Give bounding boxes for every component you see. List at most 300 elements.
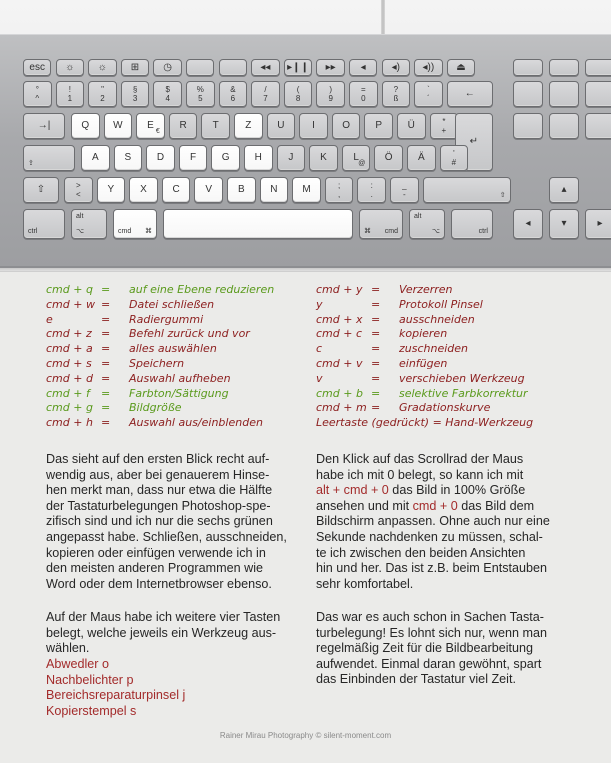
key-legend: _ [402, 181, 407, 190]
ctrl-left-key [23, 209, 65, 239]
shortcut-keys: cmd + w [46, 297, 95, 311]
text-line: Kopierstempel s [46, 703, 137, 718]
keyboard-body [0, 34, 611, 268]
fn-key [121, 59, 149, 76]
key-legend: K [320, 152, 327, 163]
key-legend: cmd [118, 228, 132, 235]
key-legend: ▾ [561, 218, 567, 229]
keyboard-shadow [0, 268, 611, 272]
text-line: wählen. [46, 641, 90, 656]
shortcut-equals: = [101, 386, 111, 400]
letter-key [211, 145, 240, 171]
shortcut-keys: cmd + a [46, 342, 93, 356]
shortcut-description: Gradationskurve [399, 401, 491, 415]
left-paragraph-2 [46, 610, 306, 657]
caps-lock-key [23, 145, 75, 171]
fn-key [349, 59, 377, 76]
shortcut-highlight: cmd + 0 [412, 498, 458, 513]
letter-key [260, 177, 289, 203]
text-line: sehr komfortabel. [316, 576, 414, 591]
shortcut-keys: cmd + y [316, 283, 363, 296]
fn-key [219, 59, 247, 76]
right-line-4-b: das Bild dem [457, 498, 535, 513]
key-legend: Q [81, 120, 90, 131]
shortcut-equals: = [371, 356, 381, 370]
fn-key [186, 59, 214, 76]
nav-key [513, 81, 543, 107]
shortcut-row [316, 372, 606, 387]
shortcut-description: verschieben Werkzeug [399, 371, 525, 385]
number-key [414, 81, 443, 107]
right-line-4 [316, 499, 576, 515]
key-legend: ▸❙❙ [287, 61, 309, 73]
key-legend: ◂ [360, 61, 366, 73]
shortcut-keys: cmd + m [316, 401, 367, 415]
key-legend: + [441, 126, 447, 135]
fn-key [56, 59, 84, 76]
key-legend: L [353, 152, 359, 163]
shortcut-equals: = [371, 386, 381, 400]
shortcut-keys: y [316, 297, 323, 311]
key-legend: Z [245, 120, 252, 131]
key-legend: V [205, 184, 213, 195]
letter-key [227, 177, 256, 203]
letter-key [104, 113, 133, 139]
letter-key [364, 113, 393, 139]
key-legend: Ö [384, 152, 393, 163]
key-legend: ↵ [469, 136, 478, 147]
key-legend: : [370, 181, 373, 190]
shortcut-list-right [316, 283, 606, 431]
nav-key [549, 81, 579, 107]
text-line: te ich zwischen den beiden Ansichten [316, 545, 526, 560]
key-legend: ← [464, 88, 475, 99]
fn-key [549, 59, 579, 76]
alt-left-key [71, 209, 107, 239]
keyboard-cable [381, 0, 385, 38]
key-legend: F [190, 152, 197, 163]
shortcut-keys: cmd + q [46, 283, 93, 296]
key-legend: E [147, 120, 154, 131]
letter-key [179, 145, 208, 171]
space-key [163, 209, 353, 239]
key-legend: Ä [417, 152, 425, 163]
shortcut-equals: = [371, 401, 381, 415]
text-line: Bereichsreparaturpinsel j [46, 688, 186, 703]
shortcut-keys: cmd + s [46, 356, 92, 370]
right-line-3 [316, 483, 576, 499]
text-line: angepasst habe. Schließen, ausschneiden, [46, 529, 287, 544]
right-paragraph-1 [316, 452, 576, 592]
fn-key [316, 59, 344, 76]
shortcut-keys: cmd + g [46, 401, 93, 415]
text-line: das Einbinden der Tastatur viel Zeit. [316, 672, 516, 687]
key-legend: A [91, 152, 99, 163]
letter-key [267, 113, 296, 139]
key-legend: ◂) [391, 61, 400, 73]
shortcut-description: Befehl zurück und vor [129, 327, 250, 341]
shortcut-row [46, 372, 296, 387]
key-legend: ◂)) [422, 61, 435, 73]
shortcut-row [46, 387, 296, 402]
number-key [88, 81, 117, 107]
shortcut-description: Protokoll Pinsel [399, 297, 483, 311]
cmd-left-key [113, 209, 157, 239]
shortcut-equals: = [101, 356, 111, 370]
shortcut-row [316, 298, 606, 313]
key-legend: ⏏ [456, 61, 466, 73]
key-legend: esc [29, 61, 45, 73]
arrow-down-key [549, 209, 579, 239]
key-legend: ? [393, 85, 399, 94]
key-legend: ° [35, 85, 39, 94]
letter-key [81, 145, 110, 171]
key-legend: % [196, 85, 204, 94]
tab-key [23, 113, 65, 139]
number-key [186, 81, 215, 107]
text-line: Nachbelichter p [46, 672, 134, 687]
key-legend: D [156, 152, 165, 163]
key-legend: ⇪ [28, 160, 34, 167]
letter-key [430, 113, 459, 139]
nav-key [585, 81, 611, 107]
shortcut-equals: = [371, 371, 381, 385]
key-legend: X [140, 184, 147, 195]
key-legend: ⌘ [364, 228, 371, 235]
shortcut-row [46, 327, 296, 342]
shortcut-description: Radiergummi [129, 312, 204, 326]
key-legend: ▸▸ [325, 61, 336, 73]
letter-key [325, 177, 354, 203]
letter-key [357, 177, 386, 203]
right-line-1: Den Klick auf das Scrollrad der Maus [316, 452, 524, 466]
shortcut-description: Bildgröße [129, 401, 182, 415]
key-legend: ◂◂ [260, 61, 271, 73]
text-line: Das war es auch schon in Sachen Tasta- [316, 610, 544, 624]
letter-key [440, 145, 469, 171]
shortcut-row [46, 416, 296, 431]
fn-key [447, 59, 475, 76]
key-legend: J [288, 152, 294, 163]
number-key [219, 81, 248, 107]
right-paragraph-2 [316, 610, 576, 688]
shortcut-equals: = [101, 401, 111, 415]
key-legend: alt [414, 213, 422, 220]
key-legend: U [277, 120, 285, 131]
number-key [349, 81, 378, 107]
text-line: Word oder dem Internetbrowser ebenso. [46, 576, 272, 591]
fn-key [23, 59, 51, 76]
shortcut-equals: = [101, 416, 111, 430]
key-legend: 3 [132, 94, 138, 103]
key-legend: < [75, 190, 81, 199]
text-line: der Tastaturbelegungen Photoshop-spe- [46, 498, 271, 513]
key-legend: N [270, 184, 278, 195]
key-legend: M [302, 184, 311, 195]
letter-key [407, 145, 436, 171]
key-legend: 6 [230, 94, 236, 103]
key-legend: H [254, 152, 262, 163]
key-legend: ) [329, 85, 333, 94]
nav-key [513, 113, 543, 139]
shortcut-spacebar: Leertaste (gedrückt) = Hand-Werkzeug [316, 416, 534, 430]
number-key [23, 81, 52, 107]
arrow-up-key [549, 177, 579, 203]
key-legend: Y [107, 184, 115, 195]
letter-key [201, 113, 230, 139]
shortcut-keys: c [316, 342, 323, 356]
ctrl-right-key [451, 209, 493, 239]
backspace-key [447, 81, 493, 107]
key-legend: R [179, 120, 187, 131]
shortcut-keys: e [46, 312, 53, 326]
letter-key [97, 177, 126, 203]
key-legend: 9 [328, 94, 333, 103]
key-legend: O [342, 120, 350, 131]
key-legend: 2 [100, 94, 105, 103]
number-key [121, 81, 150, 107]
key-legend: ⌥ [431, 228, 440, 235]
right-line-3-text: das Bild in 100% Größe [388, 483, 526, 498]
key-legend: / [264, 85, 267, 94]
shortcut-description: Verzerren [399, 283, 453, 296]
key-legend: ⊞ [130, 61, 140, 73]
shortcut-highlight: alt + cmd + 0 [316, 483, 389, 498]
letter-key [234, 113, 263, 139]
shortcut-row [316, 357, 606, 372]
keyboard-photo [0, 0, 611, 272]
key-legend: B [237, 184, 245, 195]
shortcut-equals: = [101, 342, 111, 356]
letter-key [194, 177, 223, 203]
key-legend: ´ [427, 94, 430, 103]
shortcut-description: einfügen [399, 356, 448, 370]
key-legend: C [172, 184, 180, 195]
key-legend: ▸ [597, 218, 603, 229]
text-line: Abwedler o [46, 657, 110, 671]
number-key [56, 81, 85, 107]
shortcut-description: Farbton/Sättigung [129, 386, 229, 400]
key-legend: P [375, 120, 383, 131]
key-legend: ctrl [478, 228, 488, 235]
shortcut-keys: cmd + x [316, 312, 363, 326]
shortcut-description: Datei schließen [129, 297, 215, 311]
shortcut-keys: v [316, 371, 323, 385]
key-legend: @ [358, 160, 366, 167]
arrow-left-key [513, 209, 543, 239]
shortcut-row [316, 342, 606, 357]
shortcut-row [46, 313, 296, 328]
shortcut-keys: cmd + f [46, 386, 90, 400]
key-legend: > [75, 181, 81, 190]
key-legend: W [113, 120, 123, 131]
shortcut-row [316, 387, 606, 402]
key-legend: ▴ [561, 184, 567, 195]
shortcut-equals: = [371, 283, 381, 296]
text-line: hen merkt man, dass nur etwa die Hälfte [46, 483, 273, 498]
shortcut-description: ausschneiden [399, 312, 475, 326]
nav-key [585, 113, 611, 139]
key-legend: € [155, 128, 160, 135]
text-line: belegt, welche jeweils ein Werkzeug aus- [46, 625, 277, 640]
number-key [316, 81, 345, 107]
letter-key [397, 113, 426, 139]
shortcut-equals: = [101, 312, 111, 326]
shortcut-row [316, 283, 606, 298]
shortcut-keys: cmd + z [46, 327, 92, 341]
shift-right-key [423, 177, 511, 203]
key-legend: alt [76, 213, 84, 220]
key-legend: →| [37, 120, 51, 131]
shortcut-equals: = [101, 297, 111, 311]
shortcut-equals: = [371, 312, 381, 326]
fn-key [382, 59, 410, 76]
key-legend: S [124, 152, 132, 163]
shortcut-description: alles auswählen [129, 342, 217, 356]
fn-key [153, 59, 181, 76]
letter-key [374, 145, 403, 171]
key-legend: ' [453, 149, 455, 158]
fn-key [251, 59, 279, 76]
letter-key [136, 113, 165, 139]
right-paragraph-1-rest [316, 514, 576, 592]
key-legend: ß [393, 94, 399, 103]
key-legend: ☼ [65, 61, 75, 73]
letter-key [244, 145, 273, 171]
key-legend: $ [165, 85, 170, 94]
key-legend: T [212, 120, 219, 131]
shortcut-description: Auswahl aufheben [129, 371, 231, 385]
key-legend: & [230, 85, 236, 94]
key-legend: ! [68, 85, 71, 94]
mouse-tool-list [46, 657, 306, 719]
key-legend: , [337, 190, 341, 199]
fn-key [88, 59, 116, 76]
shortcut-description: auf eine Ebene reduzieren [129, 283, 275, 296]
right-line-4-a: ansehen und mit [316, 498, 413, 513]
key-legend: ⌥ [76, 228, 85, 235]
key-legend: Ü [407, 120, 415, 131]
key-legend: ◂ [525, 218, 531, 229]
shortcut-keys: cmd + v [316, 356, 363, 370]
key-legend: " [101, 85, 104, 94]
number-key [382, 81, 411, 107]
shortcut-row [316, 401, 606, 416]
key-legend: ctrl [28, 228, 38, 235]
shortcut-keys: cmd + c [316, 327, 363, 341]
right-line-2: habe ich mit 0 belegt, so kann ich mit [316, 467, 524, 482]
shortcut-row [46, 283, 296, 298]
shortcut-row [46, 342, 296, 357]
key-legend: 8 [295, 94, 301, 103]
cmd-right-key [359, 209, 403, 239]
fn-key [284, 59, 312, 76]
letter-key [299, 113, 328, 139]
letter-key [292, 177, 321, 203]
fn-key [414, 59, 442, 76]
shortcut-description: zuschneiden [399, 342, 469, 356]
letter-key [390, 177, 419, 203]
key-legend: ; [337, 181, 341, 190]
key-legend: - [402, 190, 406, 199]
shortcut-description: Auswahl aus/einblenden [129, 416, 263, 430]
shortcut-equals: = [371, 327, 381, 341]
letter-key [129, 177, 158, 203]
footer-credit: Rainer Mirau Photography © silent-moment.com [219, 731, 392, 740]
key-legend: * [442, 117, 446, 126]
shortcut-keys: cmd + d [46, 371, 93, 385]
shortcut-equals: = [371, 297, 381, 311]
shift-left-key [23, 177, 59, 203]
number-key [284, 81, 313, 107]
text-line: zifisch sind und ich nur die sechs grünen [46, 514, 273, 529]
letter-key [114, 145, 143, 171]
shortcut-list-left [46, 283, 296, 431]
text-line: aufwendet. Einmal daran gewöhnt, spart [316, 656, 542, 671]
key-legend: 4 [165, 94, 170, 103]
fn-key [585, 59, 611, 76]
key-legend: ^ [35, 94, 40, 103]
letter-key [332, 113, 361, 139]
letter-key [146, 145, 175, 171]
key-legend: = [360, 85, 366, 94]
shortcut-row [46, 401, 296, 416]
shortcut-keys: cmd + h [46, 416, 93, 430]
key-legend: § [132, 85, 138, 94]
key-legend: ◷ [163, 61, 172, 73]
shortcut-description: kopieren [399, 327, 448, 341]
text-line: wendig aus, aber bei genauerem Hinse- [46, 467, 270, 482]
shortcut-description: Speichern [129, 356, 185, 370]
key-legend: 0 [361, 94, 366, 103]
key-legend: 5 [198, 94, 203, 103]
text-line: turbelegung! Es lohnt sich nur, wenn man [316, 625, 548, 640]
shortcut-equals: = [371, 342, 381, 356]
key-legend: ⇧ [499, 192, 506, 199]
letter-key [309, 145, 338, 171]
number-key [153, 81, 182, 107]
text-line: hin und her. Das ist z.B. beim Entstauben [316, 561, 548, 576]
letter-key [342, 145, 371, 171]
text-line: regelmäßig Zeit für die Bildbearbeitung [316, 641, 534, 656]
key-legend: ⇧ [36, 184, 46, 195]
key-legend: 1 [67, 94, 73, 103]
text-line: Auf der Maus habe ich weitere vier Tasten [46, 610, 281, 624]
text-line: den meisten anderen Programmen wie [46, 561, 264, 576]
text-line: Das sieht auf den ersten Blick recht auf- [46, 452, 270, 466]
shortcut-keys: cmd + b [316, 386, 363, 400]
key-legend: ( [296, 85, 300, 94]
letter-key [71, 113, 100, 139]
letter-key [277, 145, 306, 171]
key-legend: cmd [384, 228, 398, 235]
shortcut-equals: = [101, 371, 111, 385]
letter-key [169, 113, 198, 139]
number-key [251, 81, 280, 107]
arrow-right-key [585, 209, 611, 239]
key-legend: . [370, 190, 373, 199]
key-legend: 7 [263, 94, 268, 103]
key-legend: # [451, 158, 457, 167]
nav-key [549, 113, 579, 139]
shortcut-row [316, 416, 606, 431]
shortcut-equals: = [101, 283, 111, 296]
text-line: kopieren oder einfügen verwende ich in [46, 545, 266, 560]
shortcut-equals: = [101, 327, 111, 341]
shortcut-row [46, 357, 296, 372]
letter-key [162, 177, 191, 203]
key-legend: I [312, 120, 315, 131]
